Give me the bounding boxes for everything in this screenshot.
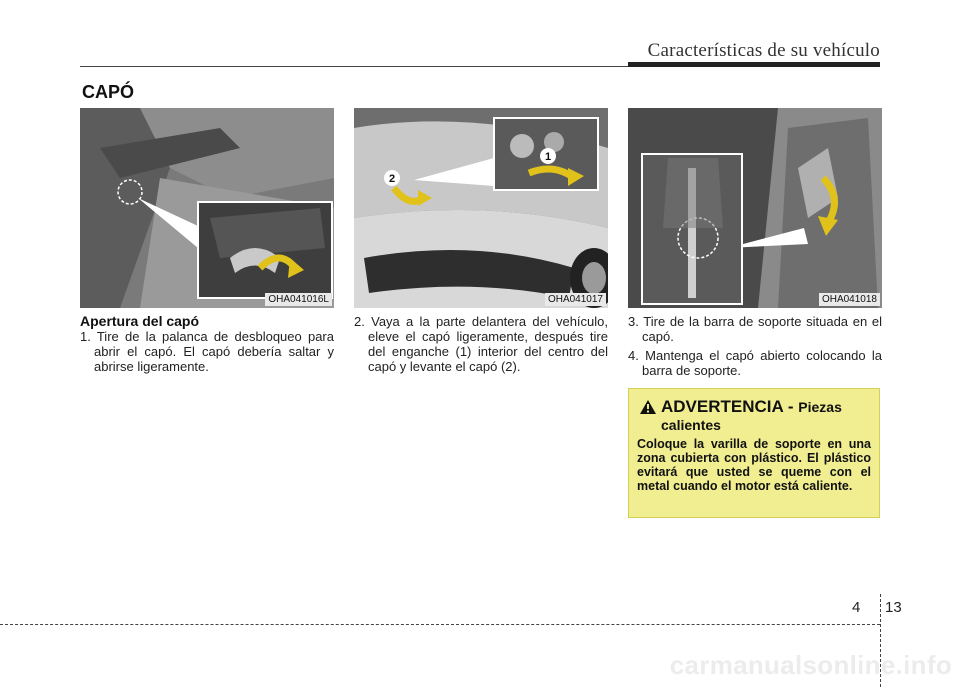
chapter-number: 4 (852, 599, 861, 616)
column-1 (80, 314, 334, 378)
step-3: 3. Tire de la barra de soporte situada en el capó. (628, 314, 882, 344)
warning-body: Coloque la varilla de soporte en una zona cubierta con plástico. El plástico evitará que usted se queme con el metal cuando el motor está caliente. (637, 437, 871, 493)
warning-subtitle: calientes (661, 417, 721, 433)
header-title: Características de su vehículo (647, 40, 880, 61)
column-2 (354, 314, 608, 378)
figure-hood-latch (354, 108, 608, 308)
svg-text:1: 1 (544, 151, 552, 163)
step-4: 4. Mantenga el capó abierto colocando la barra de soporte. (628, 348, 882, 378)
figure-code: OHA041017 (545, 293, 606, 306)
subhead-hood-opening: Apertura del capó (80, 313, 200, 329)
support-rod-illustration (628, 108, 882, 308)
page-number: 13 (885, 599, 902, 616)
hood-release-illustration (80, 108, 334, 308)
figure-code: OHA041018 (819, 293, 880, 306)
section-title: CAPÓ (82, 82, 135, 102)
header-rule-thick (628, 62, 880, 67)
figure-hood-release-lever (80, 108, 334, 308)
warning-title: ADVERTENCIA - Piezas (661, 397, 842, 416)
step-1: 1. Tire de la palanca de desbloqueo para abrir el capó. El capó debería saltar y abrirse ligeramente. (80, 329, 334, 374)
step-2: 2. Vaya a la parte delantera del vehículo, eleve el capó ligeramente, después tire del enganche (1) interior del centro del capó y levante el capó (2). (354, 314, 608, 374)
watermark: carmanualsonline.info (669, 650, 952, 680)
hood-latch-illustration (354, 108, 608, 308)
warning-box (628, 388, 880, 518)
figure-support-rod (628, 108, 882, 308)
warning-triangle-icon (639, 399, 657, 415)
svg-text:2: 2 (388, 173, 396, 185)
warning-title-part2: Piezas (798, 399, 842, 415)
column-3 (628, 314, 882, 382)
footer-rule (0, 624, 880, 625)
figure-code: OHA041016L (265, 293, 332, 306)
